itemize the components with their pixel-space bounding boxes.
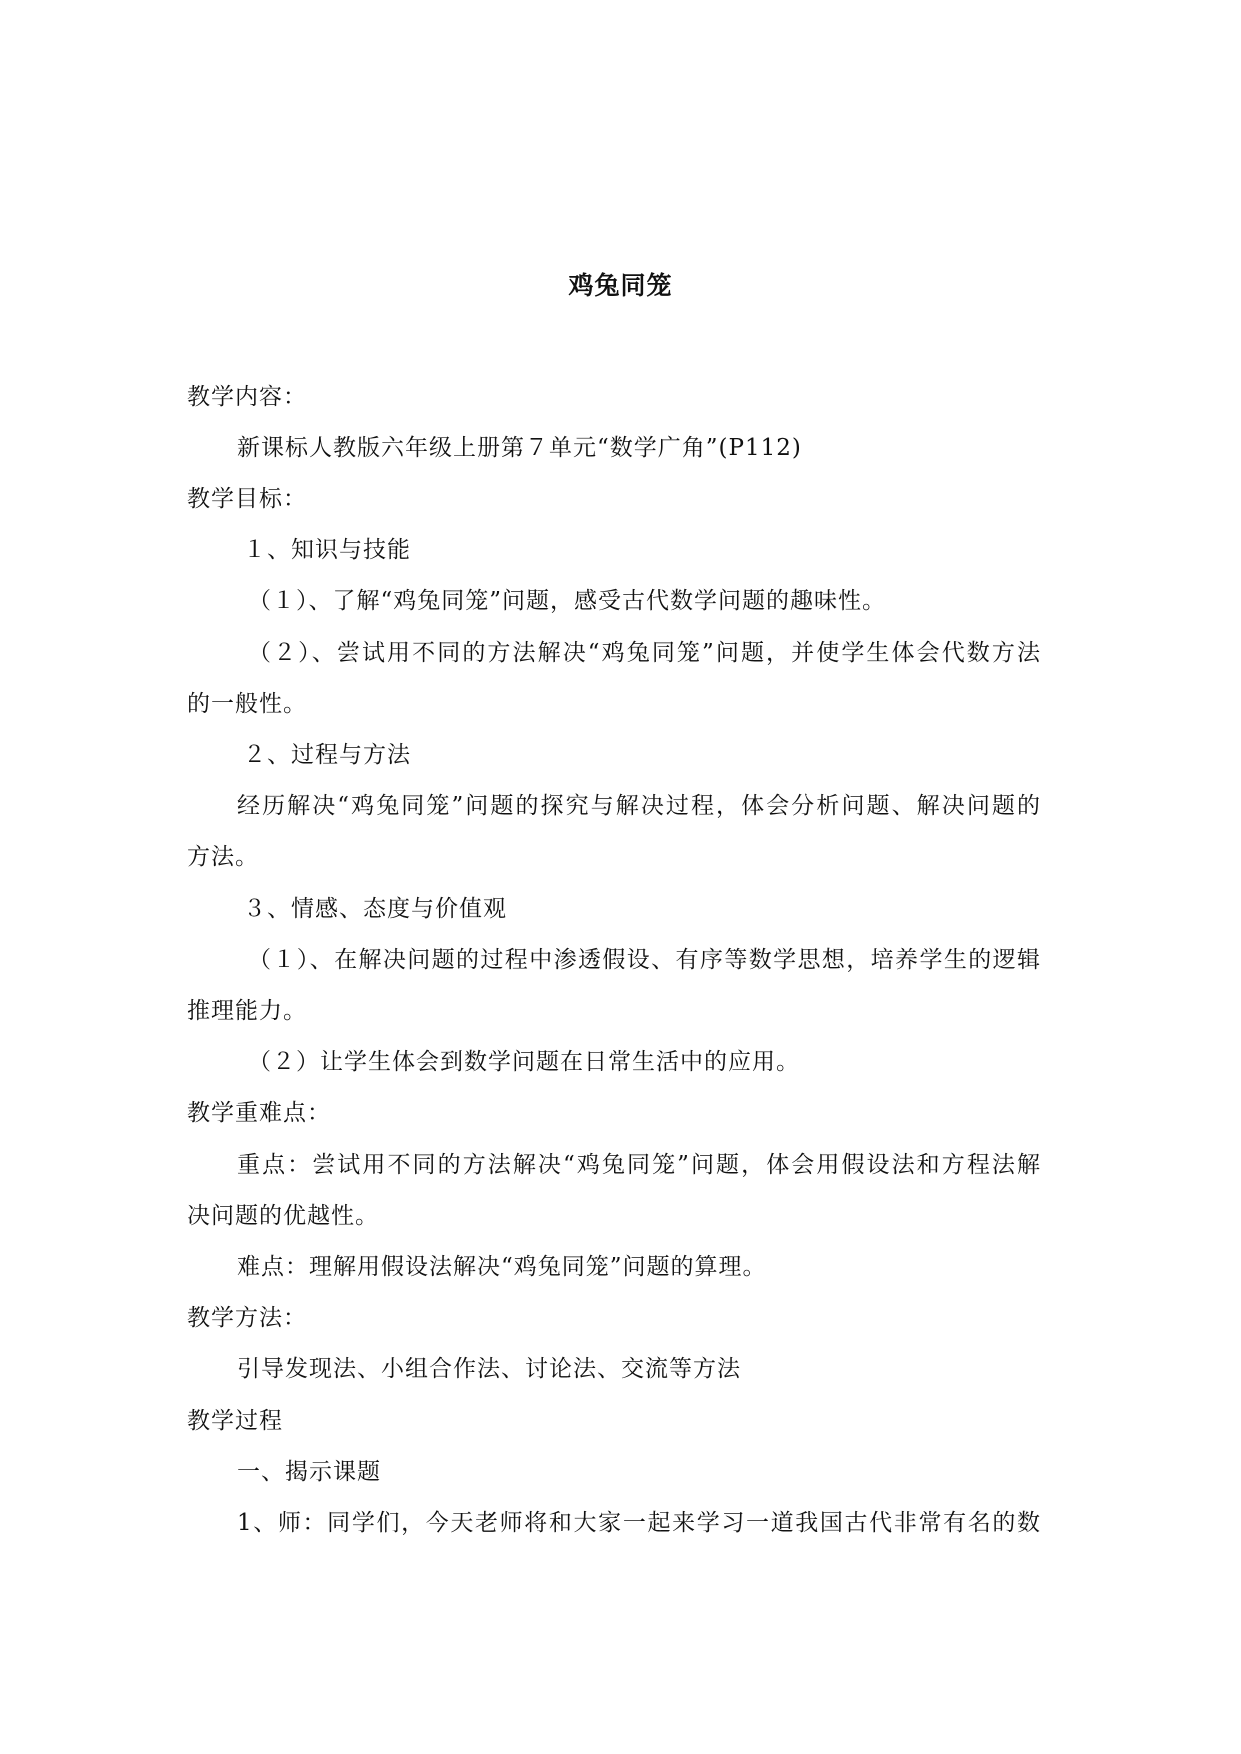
subheading-knowledge-skills: １、知识与技能	[243, 537, 411, 563]
paragraph-line: （１）、了解“鸡兔同笼”问题，感受古代数学问题的趣味性。	[248, 588, 887, 614]
subheading-emotion-attitude-values: ３、情感、态度与价值观	[243, 896, 507, 922]
paragraph-line: 经历解决“鸡兔同笼”问题的探究与解决过程，体会分析问题、解决问题的	[237, 793, 1041, 819]
document-title: 鸡兔同笼	[568, 271, 673, 300]
paragraph-line: 引导发现法、小组合作法、讨论法、交流等方法	[237, 1356, 741, 1382]
paragraph-line: 决问题的优越性。	[187, 1203, 379, 1229]
subheading-reveal-topic: 一、揭示课题	[237, 1459, 381, 1485]
paragraph-line: 方法。	[187, 844, 259, 870]
subheading-process-method: ２、过程与方法	[243, 742, 411, 768]
heading-key-difficult-points: 教学重难点：	[187, 1100, 331, 1126]
paragraph-line: 新课标人教版六年级上册第７单元“数学广角”(P112)	[237, 435, 802, 461]
paragraph-line: （２）、尝试用不同的方法解决“鸡兔同笼”问题，并使学生体会代数方法	[248, 640, 1041, 666]
heading-teaching-goals: 教学目标：	[187, 486, 307, 512]
paragraph-line: 推理能力。	[187, 998, 307, 1024]
paragraph-line: （１）、在解决问题的过程中渗透假设、有序等数学思想，培养学生的逻辑	[248, 947, 1041, 973]
heading-teaching-methods: 教学方法：	[187, 1305, 307, 1331]
paragraph-line: 难点：理解用假设法解决“鸡兔同笼”问题的算理。	[237, 1254, 767, 1280]
paragraph-line: 的一般性。	[187, 691, 307, 717]
heading-teaching-process: 教学过程	[187, 1408, 283, 1434]
paragraph-line: 重点：尝试用不同的方法解决“鸡兔同笼”问题，体会用假设法和方程法解	[237, 1152, 1041, 1178]
paragraph-line: （２）让学生体会到数学问题在日常生活中的应用。	[248, 1049, 800, 1075]
paragraph-line: 1、师：同学们，今天老师将和大家一起来学习一道我国古代非常有名的数	[237, 1510, 1041, 1536]
heading-teaching-content: 教学内容：	[187, 384, 307, 410]
